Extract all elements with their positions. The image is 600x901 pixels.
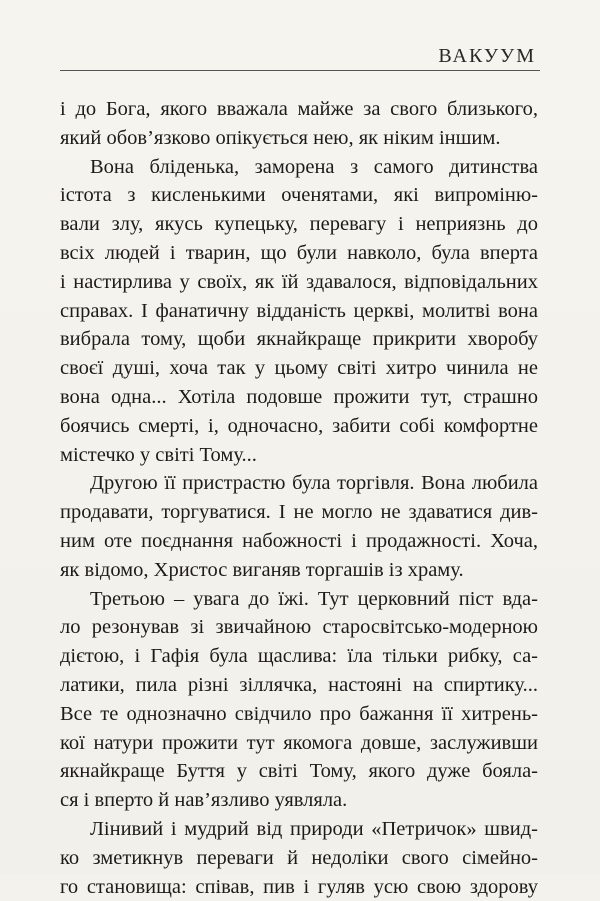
text-line: продавати, торгуватися. І не могло не здаватися див- [60, 501, 538, 524]
paragraph [60, 585, 538, 815]
text-line: боячись смерті, і, одночасно, забити собі комфортне [60, 414, 538, 437]
text-line: своєї душі, хоча так у цьому світі хитро чинила не [60, 357, 538, 380]
text-line: го становища: співав, пив і гуляв усю свою здорову [60, 875, 538, 898]
text-line: ся і вперто й нав’язливо уявляла. [60, 789, 348, 812]
text-line: який обов’язково опікується нею, як ніким іншим. [60, 126, 501, 149]
text-line: містечко у світі Тому... [60, 443, 257, 466]
body-text [60, 95, 538, 901]
text-line: істота з кисленькими оченятами, які випроміню- [60, 184, 538, 207]
text-line: латики, пила різні зіллячка, настояні на спиртику... [60, 673, 538, 696]
text-line: вона одна... Хотіла подовше прожити тут, страшно [60, 385, 538, 408]
text-line: ло резонував зі звичайною старосвітсько-модерною [60, 616, 538, 639]
text-line: справах. І фанатичну відданість церкві, молитві вона [60, 299, 538, 322]
text-line: вибрала тому, щоби якнайкраще прикрити хворобу [60, 328, 538, 351]
text-line: кої натури прожити тут якомога довше, заслуживши [60, 731, 538, 754]
text-line: Третьою – увага до їжі. Тут церковний піст вда- [90, 587, 538, 610]
text-line: як відомо, Христос виганяв торгашів із храму. [60, 558, 464, 581]
running-head: ВАКУУМ [438, 45, 536, 67]
text-line: і до Бога, якого вважала майже за свого близького, [60, 98, 538, 120]
paragraph [60, 153, 538, 470]
text-line: Все те однозначно свідчило про бажання її хитрень- [60, 702, 538, 725]
text-line: ко зметикнув переваги й недоліки свого сімейно- [60, 846, 538, 869]
text-line: всіх людей і тварин, що були навколо, була вперта [60, 241, 538, 264]
paragraph [60, 95, 538, 153]
text-line: вали злу, якусь купецьку, перевагу і неприязнь до [60, 213, 538, 236]
paragraph [60, 815, 538, 901]
text-line: ним оте поєднання набожності і продажності. Хоча, [60, 529, 538, 552]
text-line: Другою її пристрастю була торгівля. Вона любила [90, 472, 538, 495]
text-line: якнайкраще Буття у світі Тому, якого дуже боялa- [60, 760, 538, 783]
header-rule [60, 70, 540, 71]
text-line: дієтою, і Гафія була щаслива: їла тільки рибку, са- [60, 645, 538, 668]
text-line: Вона бліденька, заморена з самого дитинства [90, 155, 538, 178]
text-line: і настирлива у своїх, як їй здавалося, відповідальних [60, 270, 538, 293]
paragraph [60, 469, 538, 584]
text-line: Лінивий і мудрий від природи «Петричок» швид- [90, 817, 538, 840]
